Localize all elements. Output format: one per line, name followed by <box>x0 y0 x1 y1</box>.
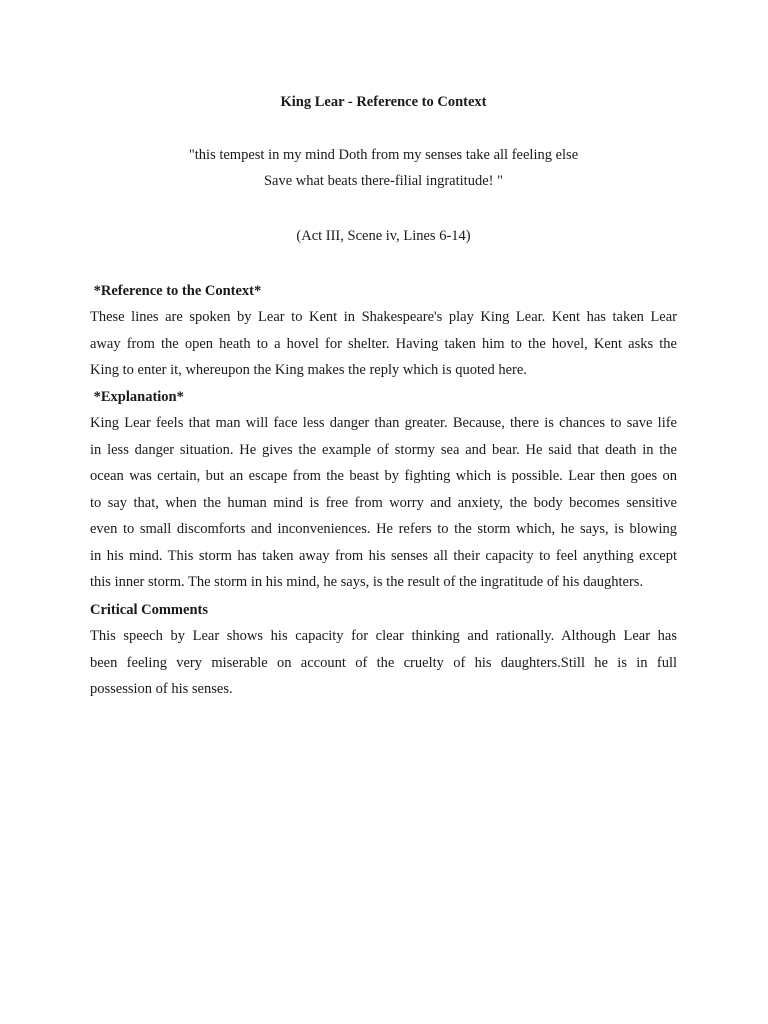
section-body-critical-comments <box>90 623 677 703</box>
text-line: this inner storm. The storm in his mind, he says, is the result of the ingratitude of his daughters. <box>90 574 644 590</box>
text-line: in less danger situation. He gives the example of stormy sea and bear. He said that death in the <box>90 441 677 458</box>
citation: (Act III, Scene iv, Lines 6-14) <box>296 228 471 244</box>
section-heading-explanation: *Explanation* <box>90 389 184 405</box>
text-line: This speech by Lear shows his capacity for clear thinking and rationally. Although Lear has <box>90 628 677 644</box>
text-line: in his mind. This storm has taken away from his senses all their capacity to feel anything except <box>90 547 677 564</box>
text-line: King to enter it, whereupon the King makes the reply which is quoted here. <box>90 362 527 378</box>
text-line: King Lear feels that man will face less danger than greater. Because, there is chances to save life <box>90 415 677 431</box>
text-line: away from the open heath to a hovel for shelter. Having taken him to the hovel, Kent asks the <box>90 335 677 352</box>
section-body-reference <box>90 304 677 384</box>
text-line: to say that, when the human mind is free from worry and anxiety, the body becomes sensitive <box>90 494 677 511</box>
text-line: These lines are spoken by Lear to Kent in Shakespeare's play King Lear. Kent has taken Lear <box>90 309 677 325</box>
quote-line-2: Save what beats there-filial ingratitude! " <box>263 173 504 189</box>
text-line: even to small discomforts and inconveniences. He refers to the storm which, he says, is blowing <box>90 521 677 537</box>
text-line: possession of his senses. <box>90 681 233 697</box>
text-line: ocean was certain, but an escape from the beast by fighting which is possible. Lear then goes on <box>90 468 677 484</box>
section-body-explanation <box>90 410 677 596</box>
section-heading-critical-comments: Critical Comments <box>90 602 208 618</box>
section-heading-reference: *Reference to the Context* <box>90 283 262 299</box>
text-line: been feeling very miserable on account of the cruelty of his daughters.Still he is in full <box>90 654 677 671</box>
document-title: King Lear - Reference to Context <box>280 94 487 110</box>
quote-line-1: "this tempest in my mind Doth from my senses take all feeling else <box>188 147 579 163</box>
